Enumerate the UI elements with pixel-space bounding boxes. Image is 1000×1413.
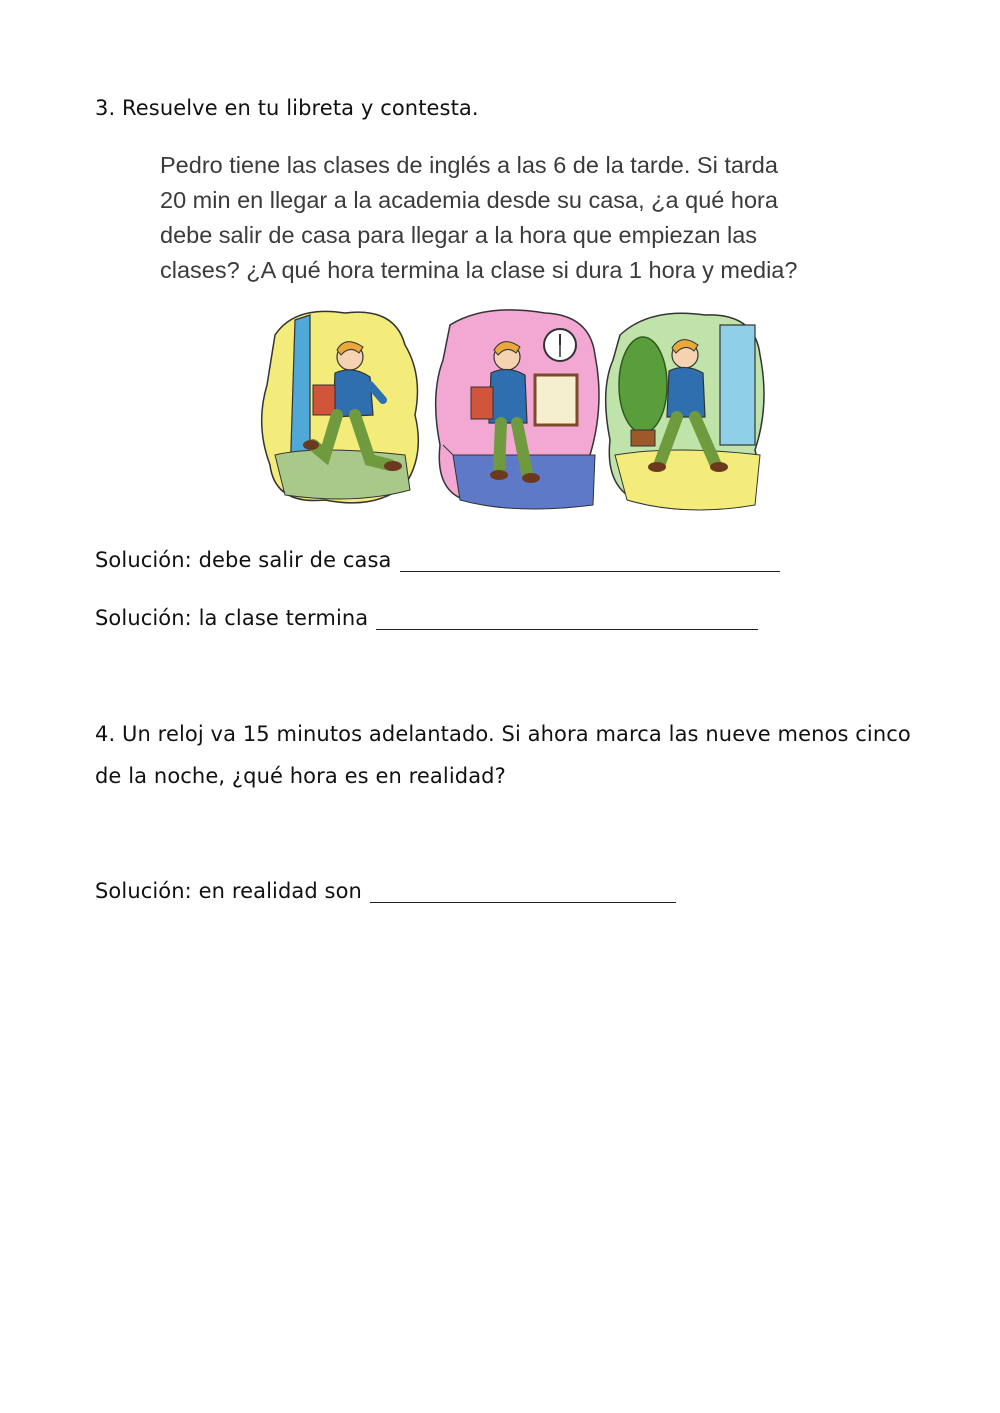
problem-line: debe salir de casa para llegar a la hora que empiezan las <box>160 222 758 248</box>
solution-real-time-label: Solución: en realidad son <box>95 879 362 903</box>
solution-real-time-row <box>95 879 676 903</box>
solution-leave-home-label: Solución: debe salir de casa <box>95 548 392 572</box>
problem-line: 20 min en llegar a la academia desde su casa, ¿a qué hora <box>160 187 778 213</box>
question-4-line-2: de la noche, ¿qué hora es en realidad? <box>95 764 506 788</box>
question-3-heading: 3. Resuelve en tu libreta y contesta. <box>95 96 479 120</box>
panel-leaving-home <box>262 311 419 503</box>
solution-class-ends-label: Solución: la clase termina <box>95 606 369 630</box>
real-time-answer-field[interactable] <box>370 880 676 903</box>
problem-line: clases? ¿A qué hora termina la clase si dura 1 hora y media? <box>160 257 798 283</box>
solution-leave-home-row <box>95 548 780 572</box>
problem-line: Pedro tiene las clases de inglés a las 6 de la tarde. Si tarda <box>160 152 778 178</box>
class-ends-answer-field[interactable] <box>376 607 758 630</box>
question-4-line-1: 4. Un reloj va 15 minutos adelantado. Si ahora marca las nueve menos cinco <box>95 722 911 746</box>
panel-academy-clock <box>436 310 599 509</box>
leave-home-answer-field[interactable] <box>400 549 780 572</box>
panel-walking-tree <box>606 313 764 510</box>
solution-class-ends-row <box>95 606 758 630</box>
comic-illustration <box>255 305 775 517</box>
problem-statement <box>160 148 860 288</box>
